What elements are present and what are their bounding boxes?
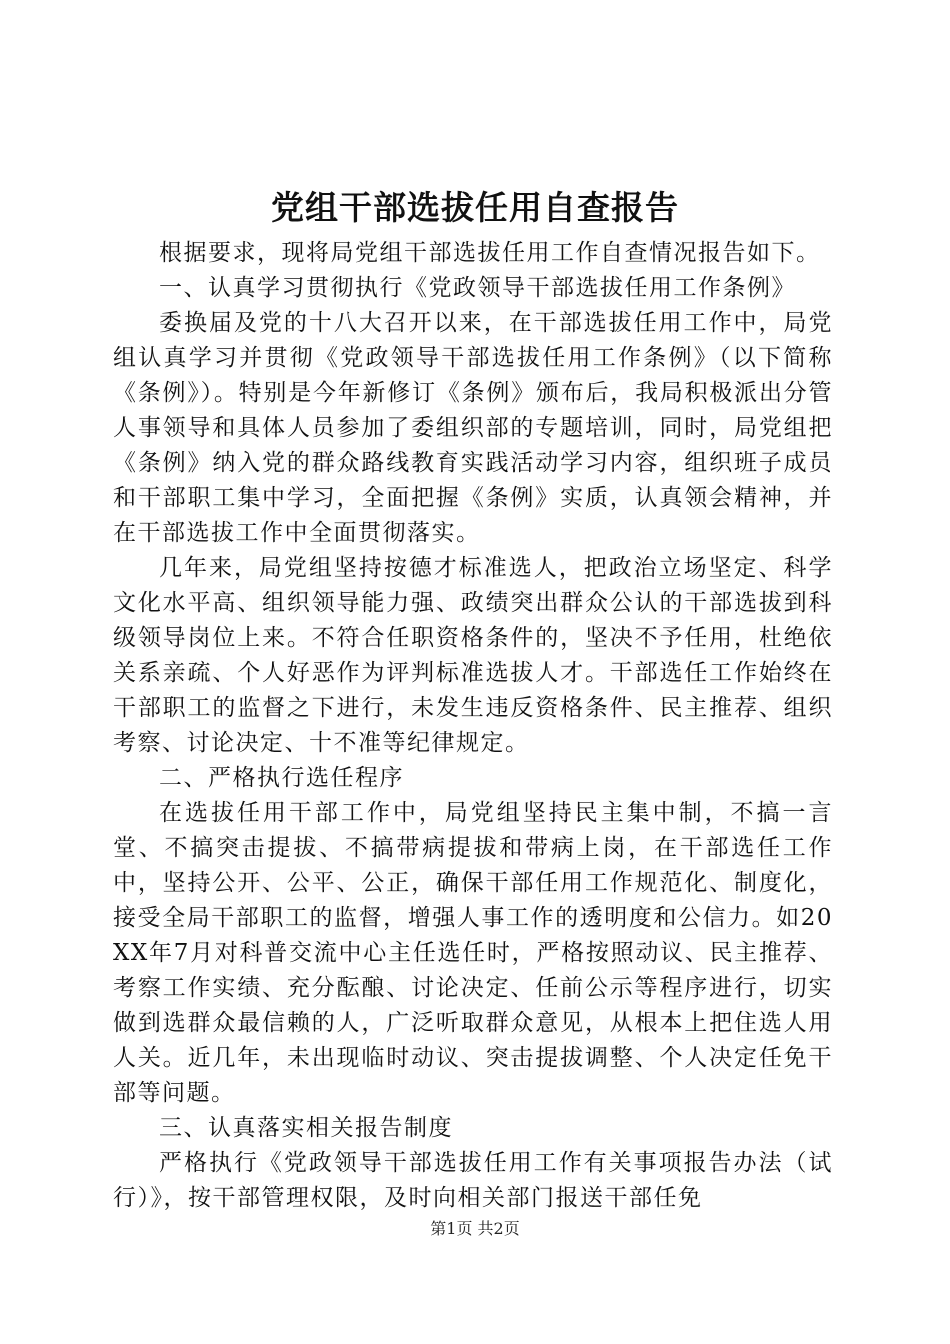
section-heading-1: 一、认真学习贯彻执行《党政领导干部选拔任用工作条例》 — [159, 275, 796, 301]
section-heading-2: 二、严格执行选任程序 — [159, 765, 404, 791]
paragraph-report: 严格执行《党政领导干部选拔任用工作有关事项报告办法（试行）》，按干部管理权限，及时向相关部门报送干部任免 — [113, 1150, 833, 1211]
page-footer: 第1页 共2页 — [430, 1219, 520, 1238]
section-heading-3: 三、认真落实相关报告制度 — [159, 1115, 453, 1141]
paragraph-standards: 几年来，局党组坚持按德才标准选人，把政治立场坚定、科学文化水平高、组织领导能力强、政绩突出群众公认的干部选拔到科级领导岗位上来。不符合任职资格条件的，坚决不予任用，杜绝依关系亲疏、个人好恶作为评判标准选拔人才。干部选任工作始终在干部职工的监督之下进行，未发生违反资格条件、民主推荐、组织考察、讨论决定、十不准等纪律规定。 — [113, 555, 833, 756]
paragraph-study: 委换届及党的十八大召开以来，在干部选拔任用工作中，局党组认真学习并贯彻《党政领导干部选拔任用工作条例》（以下简称《条例》）。特别是今年新修订《条例》颁布后，我局积极派出分管人事领导和具体人员参加了委组织部的专题培训，同时，局党组把《条例》纳入党的群众路线教育实践活动学习内容，组织班子成员和干部职工集中学习，全面把握《条例》实质，认真领会精神，并在干部选拔工作中全面贯彻落实。 — [113, 310, 833, 546]
document-body — [113, 236, 833, 1216]
paragraph-procedure: 在选拔任用干部工作中，局党组坚持民主集中制，不搞一言堂、不搞突击提拔、不搞带病提拔和带病上岗，在干部选任工作中，坚持公开、公平、公正，确保干部任用工作规范化、制度化，接受全局干部职工的监督，增强人事工作的透明度和公信力。如20XX年7月对科普交流中心主任选任时，严格按照动议、民主推荐、考察工作实绩、充分酝酿、讨论决定、任前公示等程序进行，切实做到选群众最信赖的人，广泛听取群众意见，从根本上把住选人用人关。近几年，未出现临时动议、突击提拔调整、个人决定任免干部等问题。 — [113, 800, 833, 1106]
document-title: 党组干部选拔任用自查报告 — [271, 188, 679, 227]
paragraph-intro: 根据要求，现将局党组干部选拔任用工作自查情况报告如下。 — [159, 240, 821, 266]
